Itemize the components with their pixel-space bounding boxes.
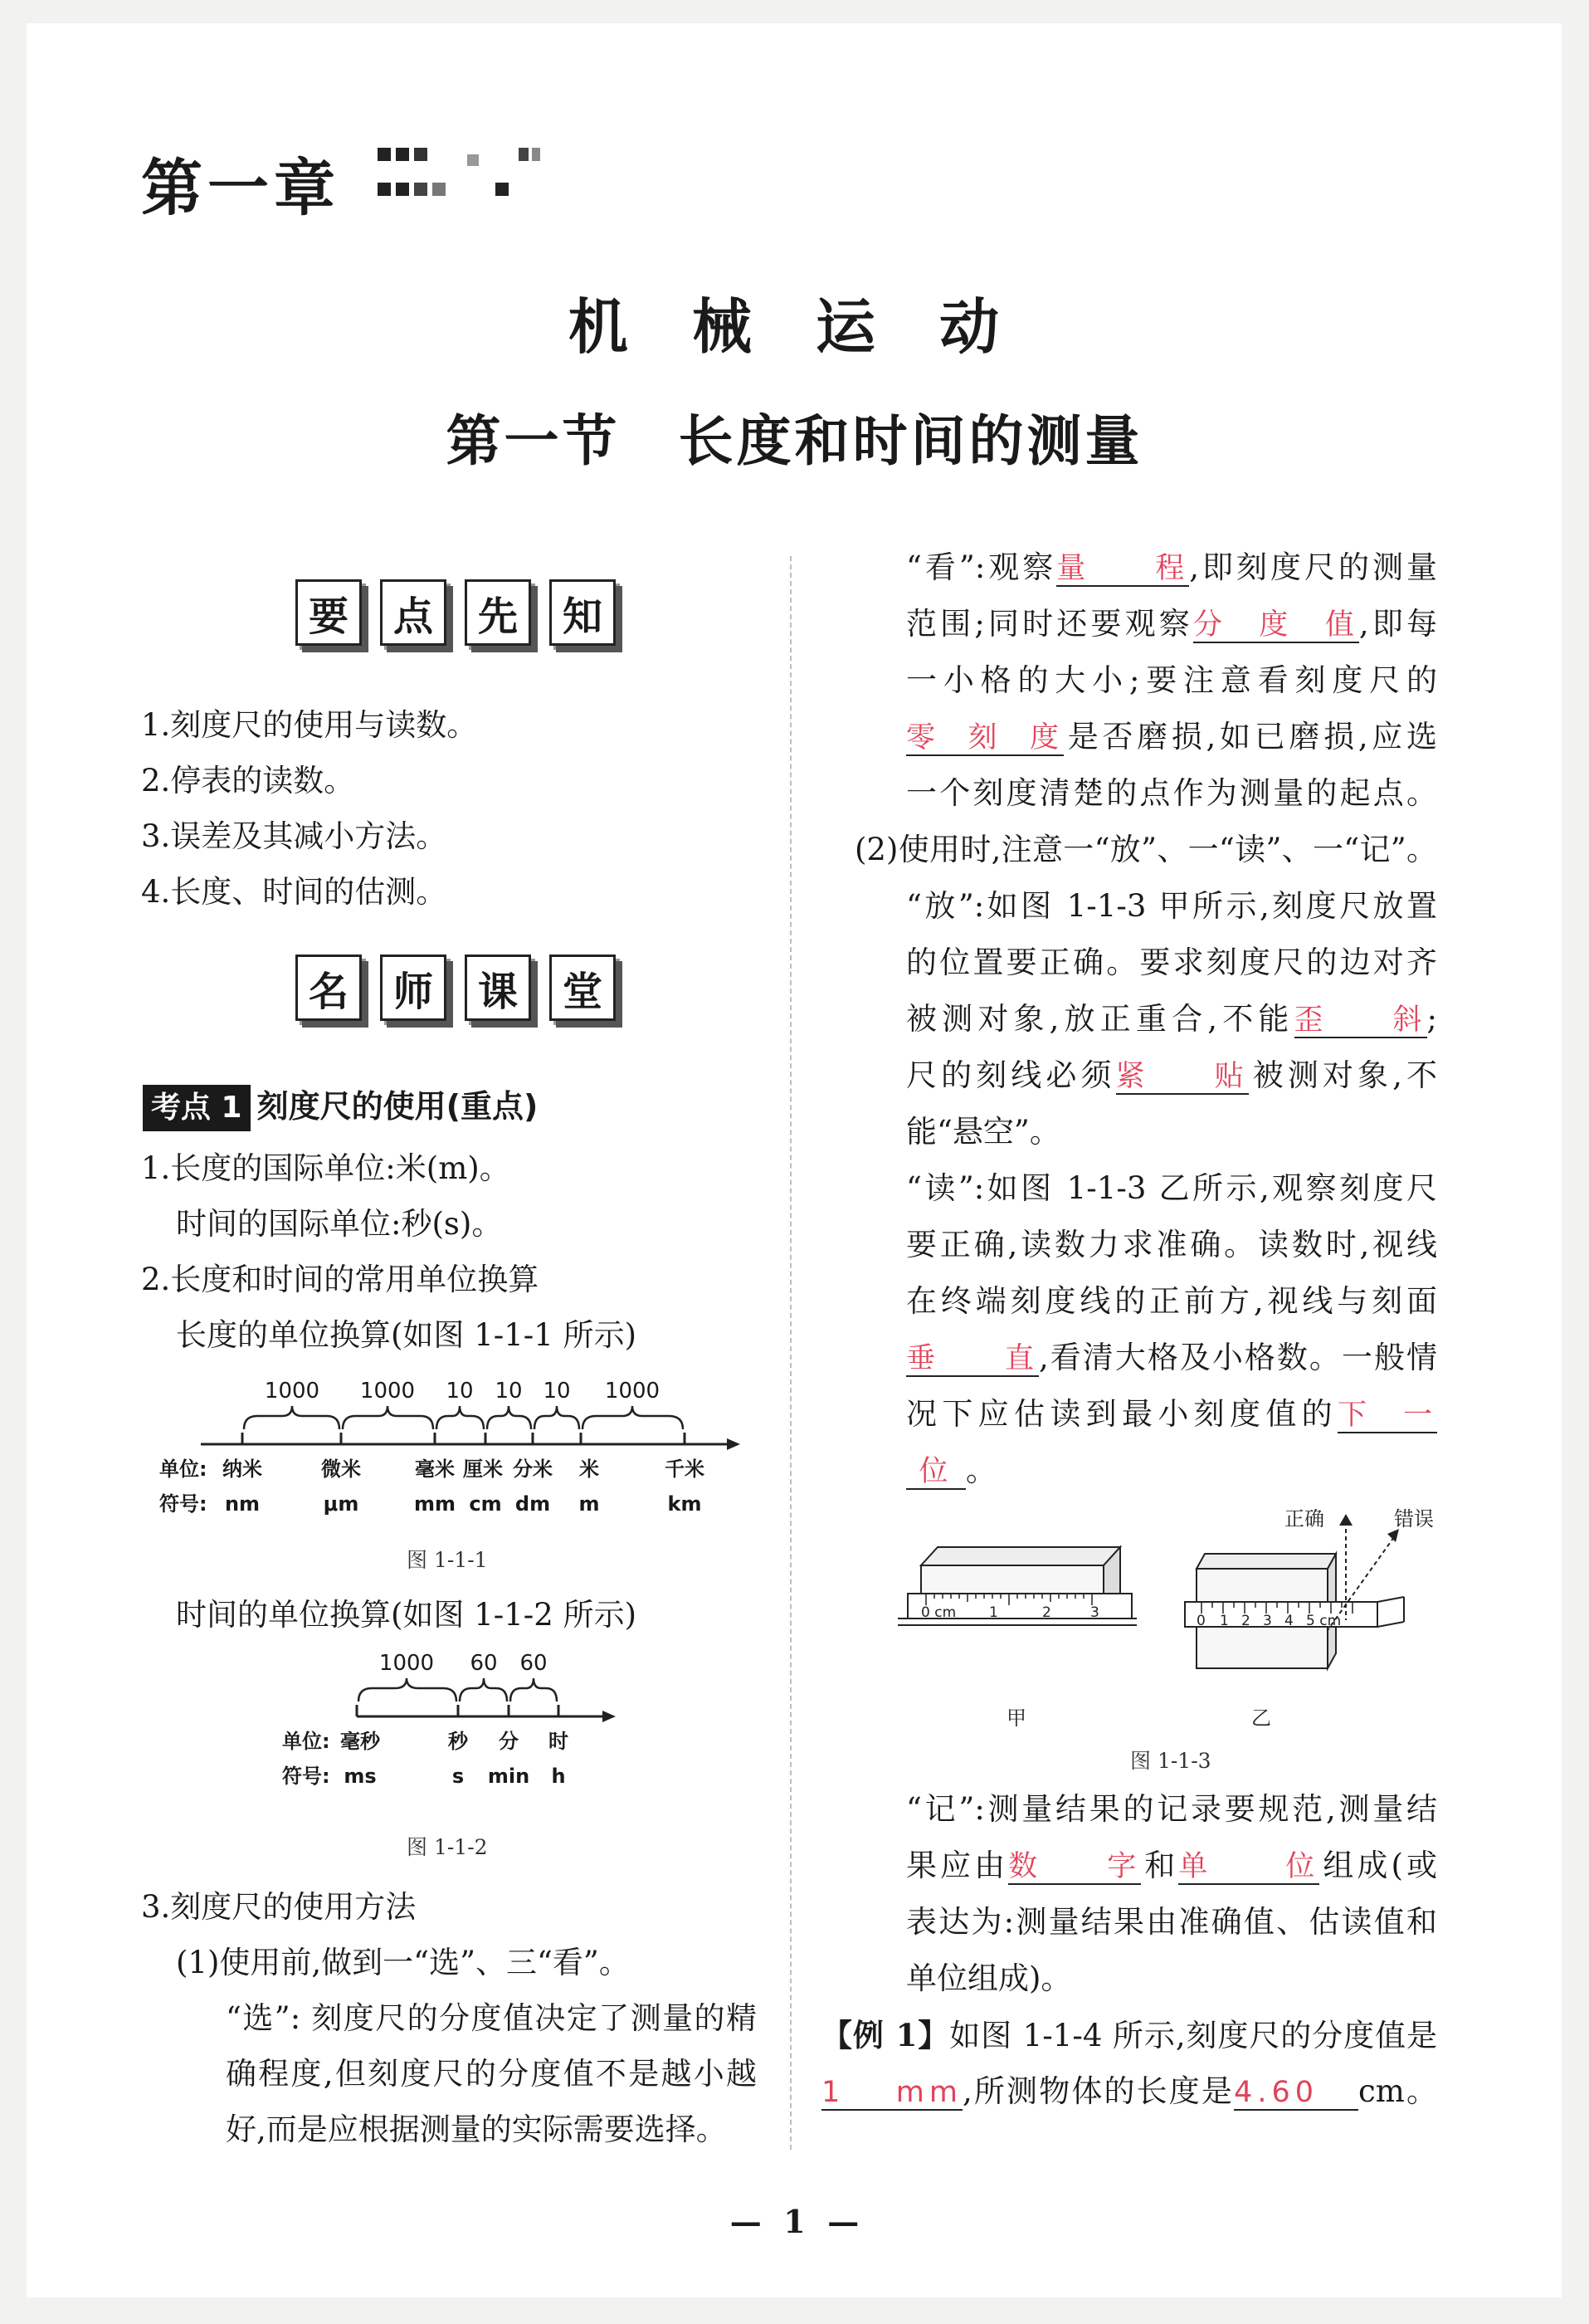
answer-blank: 垂直 (906, 1342, 1039, 1377)
unit-symbol: μm (323, 1492, 359, 1516)
unit-name: 纳米 (222, 1457, 262, 1481)
label-wrong: 错误 (1394, 1507, 1434, 1531)
answer-blank: 下一 (1338, 1399, 1437, 1433)
symbols-label: 符号: (282, 1765, 330, 1788)
unit-symbol: mm (413, 1492, 456, 1516)
list-item: 1.刻度尺的使用与读数。 (141, 707, 478, 743)
ruler-reading-diagram (1185, 1507, 1434, 1668)
ruler-placement-diagram (896, 1496, 1444, 1745)
svg-text:0: 0 (1197, 1613, 1206, 1629)
paragraph: 时间的单位换算(如图 1-1-2 所示) (176, 1597, 637, 1633)
unit-symbol: h (551, 1765, 566, 1788)
factor-label: 1000 (378, 1651, 435, 1676)
example-1-answer-line: 1 mm,所测物体的长度是4.60 cm。 (821, 2063, 1437, 2120)
yaodian-heading (295, 579, 616, 646)
example-1: 【例 1】如图 1-1-4 所示,刻度尺的分度值是 (821, 2017, 1437, 2053)
answer-blank: 量程 (1056, 552, 1189, 587)
unit-symbol: s (451, 1765, 465, 1788)
paragraph: “读”:如图 1-1-3 乙所示,观察刻度尺 (906, 1170, 1437, 1206)
paragraph: 一小格的大小;要注意看刻度尺的 (906, 662, 1437, 698)
factor-label: 1000 (604, 1379, 660, 1404)
paragraph: 尺的刻线必须紧贴被测对象,不 (906, 1047, 1437, 1104)
svg-text:3: 3 (1263, 1613, 1272, 1629)
paragraph: 单位组成)。 (906, 1960, 1072, 1996)
svg-text:2: 2 (1042, 1604, 1051, 1621)
paragraph: 表达为:测量结果由准确值、估读值和 (906, 1904, 1437, 1940)
paragraph: (1)使用前,做到一“选”、三“看”。 (176, 1945, 630, 1980)
unit-name: 毫米 (415, 1457, 455, 1481)
unit-name: 毫秒 (340, 1730, 380, 1753)
label-yi: 乙 (1251, 1706, 1271, 1730)
factor-label: 10 (543, 1379, 571, 1404)
unit-name: 千米 (665, 1457, 704, 1481)
answer-blank: 数字 (1008, 1850, 1141, 1885)
ruler-correct-placement (898, 1547, 1137, 1625)
unit-name: 厘米 (463, 1457, 503, 1481)
paragraph: 被测对象,放正重合,不能歪斜; (906, 991, 1437, 1047)
length-unit-diagram (149, 1368, 755, 1534)
list-item: 4.长度、时间的估测。 (141, 874, 447, 910)
example-label: 【例 1】 (821, 2017, 950, 2053)
paragraph: “放”:如图 1-1-3 甲所示,刻度尺放置 (906, 888, 1437, 924)
paragraph: 范围;同时还要观察分度值,即每 (906, 596, 1437, 652)
kaodian-heading (143, 1081, 538, 1131)
unit-symbol: cm (469, 1492, 502, 1516)
answer-blank: 单位 (1178, 1850, 1319, 1885)
paragraph: 能“悬空”。 (906, 1114, 1060, 1150)
list-item: 2.停表的读数。 (141, 763, 355, 798)
figure-caption: 图 1-1-1 (407, 1548, 488, 1572)
paragraph: “看”:观察量程,即刻度尺的测量 (906, 540, 1437, 596)
factor-label: 1000 (359, 1379, 416, 1404)
paragraph: 零刻度是否磨损,如已磨损,应选 (906, 709, 1437, 765)
paragraph: 的位置要正确。要求刻度尺的边对齐 (906, 945, 1437, 980)
eye-correct-icon (1339, 1514, 1353, 1526)
label-jia: 甲 (1007, 1706, 1026, 1730)
paragraph: 要正确,读数力求准确。读数时,视线 (906, 1227, 1437, 1262)
heading-tile: 名 (295, 954, 362, 1021)
factor-label: 10 (446, 1379, 474, 1404)
kaodian-label: 考点 1 (143, 1085, 251, 1131)
unit-name: 微米 (321, 1457, 361, 1481)
svg-text:4: 4 (1284, 1613, 1294, 1629)
unit-name: 分 (499, 1730, 519, 1753)
heading-tile: 堂 (549, 954, 616, 1021)
factor-label: 60 (470, 1651, 498, 1676)
answer-blank: 1 mm (821, 2076, 963, 2111)
mingshi-heading (295, 954, 616, 1021)
heading-tile: 知 (549, 579, 616, 646)
paragraph: 2.长度和时间的常用单位换算 (141, 1262, 539, 1297)
unit-symbol: dm (514, 1492, 551, 1516)
svg-text:1: 1 (1220, 1613, 1229, 1629)
time-unit-diagram (274, 1643, 639, 1801)
symbols-label: 符号: (159, 1492, 207, 1516)
unit-symbol: m (578, 1492, 600, 1516)
unit-symbol: nm (224, 1492, 261, 1516)
paragraph: 果应由数字和单位组成(或 (906, 1838, 1437, 1894)
chapter-decoration (378, 148, 577, 206)
paragraph: 好,而是应根据测量的实际需要选择。 (226, 2112, 727, 2147)
eye-wrong-icon (1387, 1529, 1399, 1542)
factor-label: 10 (495, 1379, 523, 1404)
paragraph: 长度的单位换算(如图 1-1-1 所示) (176, 1317, 637, 1353)
svg-text:5 cm: 5 cm (1306, 1613, 1342, 1629)
heading-tile: 课 (465, 954, 531, 1021)
svg-text:3: 3 (1090, 1604, 1099, 1621)
list-item: 3.误差及其减小方法。 (141, 818, 447, 854)
answer-blank: 紧贴 (1116, 1060, 1249, 1095)
heading-tile: 师 (380, 954, 446, 1021)
heading-tile: 点 (380, 579, 446, 646)
svg-text:1: 1 (989, 1604, 998, 1621)
paragraph: 时间的国际单位:秒(s)。 (176, 1206, 503, 1242)
answer-blank: 分度值 (1193, 608, 1359, 643)
paragraph: 确程度,但刻度尺的分度值不是越小越 (226, 2056, 757, 2092)
unit-symbol: km (667, 1492, 702, 1516)
figure-caption: 图 1-1-2 (407, 1835, 488, 1859)
paragraph: (2)使用时,注意一“放”、一“读”、一“记”。 (855, 832, 1437, 867)
unit-name: 时 (548, 1730, 568, 1753)
unit-symbol: ms (344, 1765, 377, 1788)
page-number: — 1 — (729, 2203, 860, 2240)
paragraph: 1.长度的国际单位:米(m)。 (141, 1150, 510, 1186)
figure-caption: 图 1-1-3 (1130, 1749, 1211, 1773)
heading-tile: 先 (465, 579, 531, 646)
label-correct: 正确 (1284, 1507, 1324, 1531)
svg-text:2: 2 (1241, 1613, 1250, 1629)
answer-blank: 位 (906, 1455, 966, 1490)
main-title: 机 械 运 动 (568, 292, 1021, 362)
column-divider (790, 556, 792, 2150)
answer-blank: 4.60 (1234, 2076, 1358, 2111)
unit-symbol: min (487, 1765, 530, 1788)
unit-name: 米 (579, 1457, 599, 1481)
heading-tile: 要 (295, 579, 362, 646)
paragraph: 一个刻度清楚的点作为测量的起点。 (906, 775, 1437, 811)
paragraph: 垂直,看清大格及小格数。一般情 (906, 1330, 1437, 1386)
svg-text:0 cm: 0 cm (921, 1604, 957, 1621)
unit-name: 分米 (513, 1457, 553, 1481)
paragraph: 位 。 (906, 1443, 997, 1499)
section-title: 第一节 长度和时间的测量 (446, 408, 1143, 473)
paragraph: 3.刻度尺的使用方法 (141, 1889, 417, 1925)
answer-blank: 歪斜 (1294, 1003, 1427, 1038)
kaodian-title: 刻度尺的使用(重点) (256, 1088, 539, 1125)
paragraph: “记”:测量结果的记录要规范,测量结 (906, 1791, 1437, 1827)
paragraph: 况下应估读到最小刻度值的下一 (906, 1386, 1437, 1443)
chapter-heading: 第一章 (141, 153, 340, 224)
unit-name: 秒 (448, 1730, 468, 1753)
factor-label: 60 (519, 1651, 548, 1676)
factor-label: 1000 (264, 1379, 320, 1404)
paragraph: “选”: 刻度尺的分度值决定了测量的精 (226, 2000, 757, 2036)
answer-blank: 零刻度 (906, 721, 1064, 756)
units-label: 单位: (159, 1457, 207, 1481)
units-label: 单位: (282, 1730, 330, 1753)
paragraph: 在终端刻度线的正前方,视线与刻面 (906, 1283, 1437, 1319)
